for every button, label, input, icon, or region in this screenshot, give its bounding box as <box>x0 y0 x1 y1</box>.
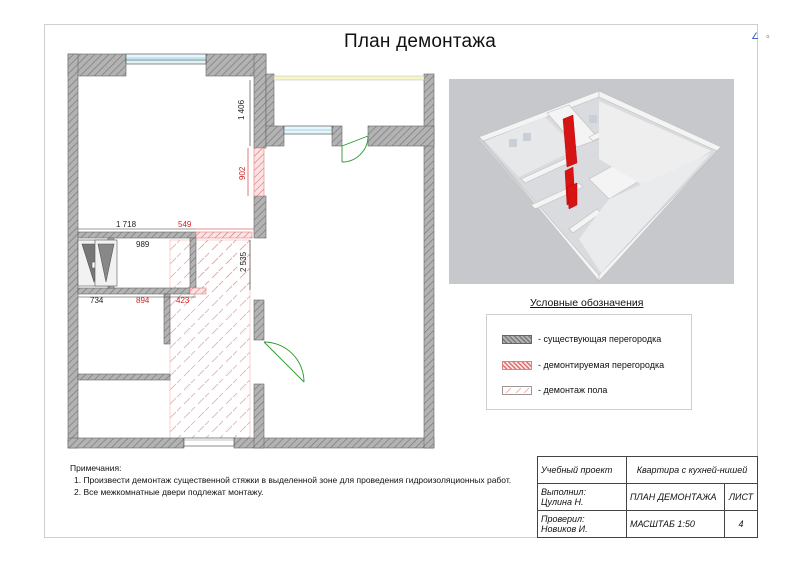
dimension-902: 902 <box>238 166 247 180</box>
sink-icon <box>95 240 117 286</box>
legend-title: Условные обозначения <box>530 297 644 309</box>
dimension-549: 549 <box>178 220 192 229</box>
title-block <box>537 456 758 538</box>
legend-label: - демонтируемая перегородка <box>538 360 665 370</box>
executed-name: Цулина Н. <box>541 497 584 507</box>
checked-by <box>538 511 627 538</box>
notes-heading: Примечания: <box>70 463 122 473</box>
floor-demolition-swatch <box>502 386 532 395</box>
checked-name: Новиков И. <box>541 524 588 534</box>
legend-item-floor <box>502 384 607 396</box>
dimension-1718: 1 718 <box>116 220 137 229</box>
dimension-1406: 1 406 <box>237 99 246 120</box>
floor-demolition-zone <box>170 240 250 438</box>
executed-by <box>538 484 627 511</box>
corner-mark-right: ∘ <box>765 31 771 41</box>
existing-wall-swatch <box>502 335 532 344</box>
sheet-number: 4 <box>725 511 758 538</box>
dimension-989: 989 <box>136 240 150 249</box>
note-item: 2. Все межкомнатные двери подлежат монтажу. <box>74 487 264 497</box>
notes-block <box>70 462 511 498</box>
executed-label: Выполнил: <box>541 487 586 497</box>
project-label: Учебный проект <box>538 457 627 484</box>
dimension-734: 734 <box>90 296 104 305</box>
checked-label: Проверил: <box>541 514 585 524</box>
drawing-name: ПЛАН ДЕМОНТАЖА <box>627 484 725 511</box>
dimension-2535: 2 535 <box>239 251 248 272</box>
dimension-894: 894 <box>136 296 150 305</box>
existing-walls <box>68 54 434 448</box>
demolished-wall-swatch <box>502 361 532 370</box>
legend-label: - существующая перегородка <box>538 334 662 344</box>
door-swing-icon <box>264 136 368 382</box>
dimension-423: 423 <box>176 296 190 305</box>
legend-label: - демонтаж пола <box>538 385 608 395</box>
legend-item-existing <box>502 333 661 345</box>
sheet-label: ЛИСТ <box>725 484 758 511</box>
axonometric-render <box>449 79 734 284</box>
corner-mark-left: ∠ <box>751 31 760 41</box>
scale: МАСШТАБ 1:50 <box>627 511 725 538</box>
note-item: 1. Произвести демонтаж существенной стяжки в выделенной зоне для проведения гидроизоляционных работ. <box>74 475 512 485</box>
balcony-outline <box>274 76 424 80</box>
page-title: План демонтажа <box>344 31 496 52</box>
legend-item-demolished <box>502 359 664 371</box>
project-name: Квартира с кухней-нишей <box>627 457 758 484</box>
